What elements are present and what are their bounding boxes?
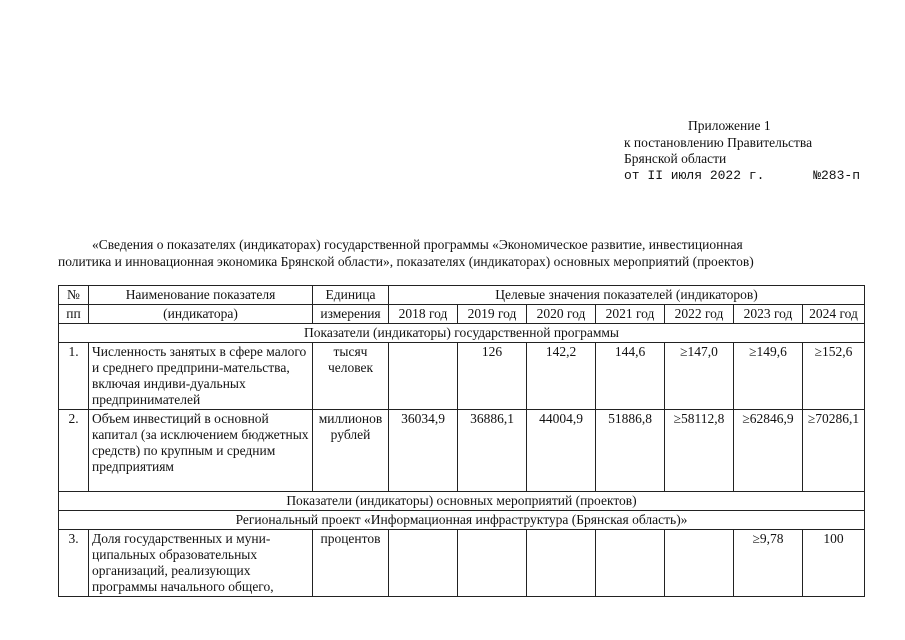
header-row-1: [59, 286, 865, 305]
row-value: ≥62846,9: [734, 410, 803, 492]
row-name: Численность занятых в сфере малого и среднего предприни-мательства, включая индиви-дуальных предпринимателей: [89, 343, 313, 410]
row-value: 51886,8: [596, 410, 665, 492]
row-value: [389, 343, 458, 410]
row-value: ≥70286,1: [803, 410, 865, 492]
row-unit: процентов: [313, 530, 389, 597]
appendix-number: №283-п: [813, 167, 860, 183]
row-value: ≥147,0: [665, 343, 734, 410]
row-value: [665, 530, 734, 597]
row-value: ≥149,6: [734, 343, 803, 410]
subsection-title: Региональный проект «Информационная инфраструктура (Брянская область)»: [59, 511, 865, 530]
header-unit: Единица: [313, 286, 389, 305]
row-value: 142,2: [527, 343, 596, 410]
header-year: 2021 год: [596, 305, 665, 324]
header-num: №: [59, 286, 89, 305]
row-value: 36034,9: [389, 410, 458, 492]
subsection-row: [59, 511, 865, 530]
appendix-date-line: [624, 168, 860, 185]
header-year: 2019 год: [458, 305, 527, 324]
table-row: [59, 343, 865, 410]
row-number: 1.: [59, 343, 89, 410]
row-name: Доля государственных и муни-ципальных образовательных организаций, реализующих программы начального общего,: [89, 530, 313, 597]
row-value: [389, 530, 458, 597]
row-value: [527, 530, 596, 597]
section-title: Показатели (индикаторы) государственной программы: [59, 324, 865, 343]
row-value: [596, 530, 665, 597]
section-row: [59, 324, 865, 343]
header-unit-sub: измерения: [313, 305, 389, 324]
row-value: 36886,1: [458, 410, 527, 492]
row-value: 100: [803, 530, 865, 597]
row-value: 126: [458, 343, 527, 410]
row-value: 144,6: [596, 343, 665, 410]
header-year: 2022 год: [665, 305, 734, 324]
appendix-block: [624, 118, 884, 184]
header-year: 2024 год: [803, 305, 865, 324]
appendix-line-2: к постановлению Правительства: [624, 134, 813, 150]
row-value: ≥152,6: [803, 343, 865, 410]
table-row: [59, 530, 865, 597]
header-row-2: [59, 305, 865, 324]
section-title: Показатели (индикаторы) основных мероприятий (проектов): [59, 492, 865, 511]
row-unit: миллионов рублей: [313, 410, 389, 492]
row-name: Объем инвестиций в основной капитал (за исключением бюджетных средств) по крупным и средним предприятиям: [89, 410, 313, 492]
heading-line-2: политика и инновационная экономика Брянской области», показателях (индикаторах) основных мероприятий (проектов): [58, 254, 754, 269]
indicators-table: [58, 285, 865, 597]
table-row: [59, 410, 865, 492]
appendix-line-3: Брянской области: [624, 151, 727, 166]
header-year: 2020 год: [527, 305, 596, 324]
header-year: 2023 год: [734, 305, 803, 324]
row-number: 2.: [59, 410, 89, 492]
row-number: 3.: [59, 530, 89, 597]
header-num-sub: пп: [59, 305, 89, 324]
header-name-sub: (индикатора): [89, 305, 313, 324]
appendix-title: Приложение 1: [688, 118, 771, 133]
document-heading: [58, 236, 864, 270]
row-value: ≥9,78: [734, 530, 803, 597]
row-value: [458, 530, 527, 597]
header-year: 2018 год: [389, 305, 458, 324]
row-unit: тысяч человек: [313, 343, 389, 410]
section-row: [59, 492, 865, 511]
row-value: ≥58112,8: [665, 410, 734, 492]
row-value: 44004,9: [527, 410, 596, 492]
appendix-date: от II июля 2022 г.: [624, 167, 765, 183]
header-name: Наименование показателя: [89, 286, 313, 305]
heading-line-1: «Сведения о показателях (индикаторах) государственной программы «Экономическое развитие, инвестиционная: [92, 237, 743, 252]
header-targets: Целевые значения показателей (индикаторов): [389, 286, 865, 305]
